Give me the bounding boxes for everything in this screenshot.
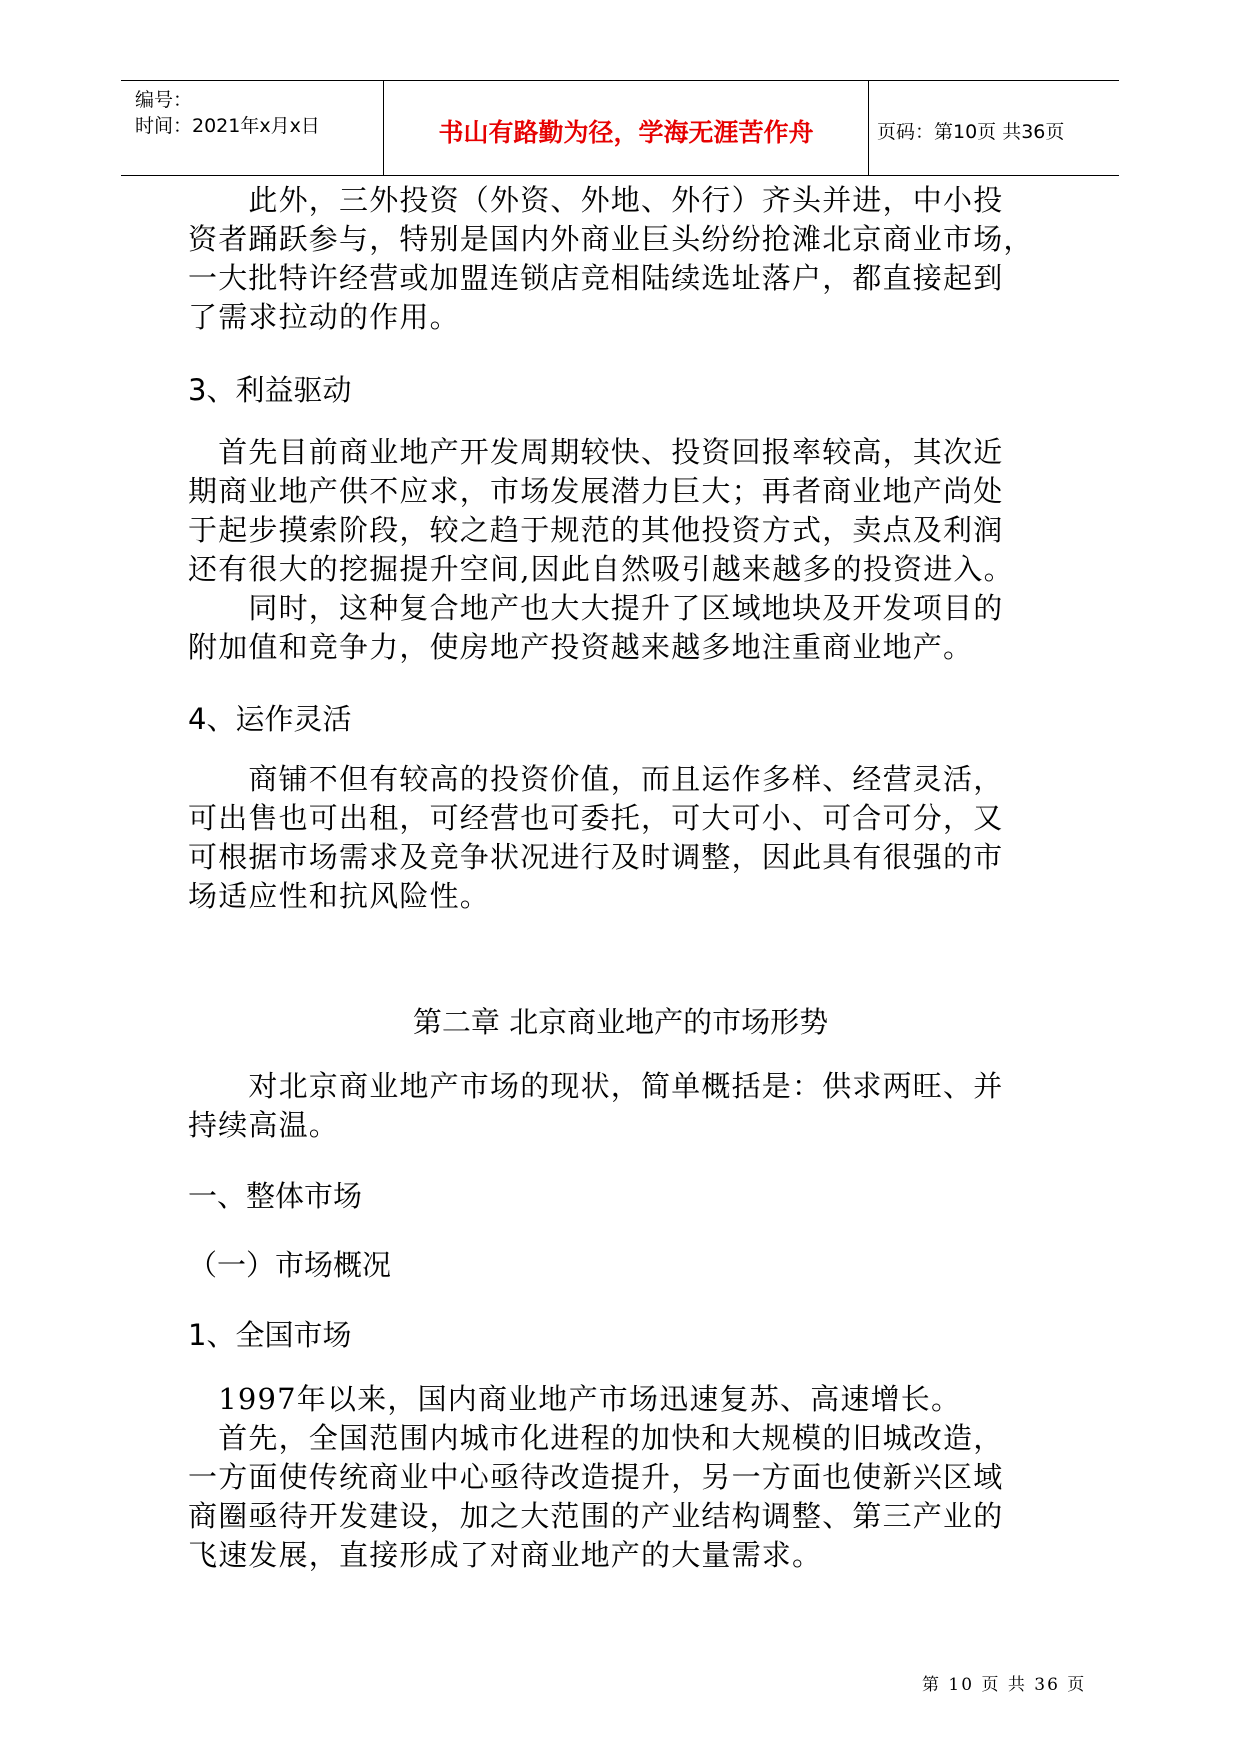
paragraph-line: 一方面使传统商业中心亟待改造提升，另一方面也使新兴区域 [188, 1460, 1004, 1494]
paragraph-line: 资者踊跃参与，特别是国内外商业巨头纷纷抢滩北京商业市场， [188, 222, 1034, 256]
paragraph-line: 可根据市场需求及竞争状况进行及时调整，因此具有很强的市 [188, 840, 1004, 874]
paragraph-line: 期商业地产供不应求，市场发展潜力巨大；再者商业地产尚处 [188, 474, 1004, 508]
section-heading: 3、利益驱动 [188, 373, 352, 407]
paragraph-line: 对北京商业地产市场的现状，简单概括是：供求两旺、并 [188, 1069, 1004, 1103]
paragraph-line: 首先目前商业地产开发周期较快、投资回报率较高，其次近 [188, 435, 1004, 469]
paragraph-line: 首先，全国范围内城市化进程的加快和大规模的旧城改造， [188, 1421, 1004, 1455]
section-heading: 4、运作灵活 [188, 702, 352, 736]
paragraph-line: 商铺不但有较高的投资价值，而且运作多样、经营灵活， [188, 762, 1004, 796]
header-motto-cell [384, 81, 869, 175]
header-page-cell [869, 81, 1119, 175]
header-page-number: 页码：第10页 共36页 [877, 121, 1065, 143]
document-time-label: 时间：2021年x月x日 [135, 115, 320, 137]
paragraph-line: 飞速发展，直接形成了对商业地产的大量需求。 [188, 1538, 823, 1572]
paragraph-line: 了需求拉动的作用。 [188, 300, 460, 334]
paragraph-line: 于起步摸索阶段，较之趋于规范的其他投资方式，卖点及利润 [188, 513, 1004, 547]
paragraph-line: 场适应性和抗风险性。 [188, 879, 491, 913]
page-footer: 第 10 页 共 36 页 [922, 1675, 1087, 1695]
paragraph-line: 同时，这种复合地产也大大提升了区域地块及开发项目的 [188, 591, 1004, 625]
paragraph-line: 此外，三外投资（外资、外地、外行）齐头并进，中小投 [188, 183, 1004, 217]
paragraph-line: 一大批特许经营或加盟连锁店竞相陆续选址落户，都直接起到 [188, 261, 1004, 295]
paragraph-line: 持续高温。 [188, 1108, 340, 1142]
document-header [121, 80, 1119, 176]
chapter-title: 第二章 北京商业地产的市场形势 [412, 1005, 829, 1039]
document-number-label: 编号： [135, 89, 193, 111]
paragraph-line: 可出售也可出租，可经营也可委托，可大可小、可合可分，又 [188, 801, 1004, 835]
paragraph-line: 1997年以来，国内商业地产市场迅速复苏、高速增长。 [188, 1382, 962, 1416]
item-heading: 1、全国市场 [188, 1318, 352, 1352]
section-heading: 一、整体市场 [188, 1179, 363, 1213]
subsection-heading: （一）市场概况 [188, 1248, 392, 1282]
paragraph-line: 还有很大的挖掘提升空间,因此自然吸引越来越多的投资进入。 [188, 552, 1014, 586]
paragraph-line: 商圈亟待开发建设，加之大范围的产业结构调整、第三产业的 [188, 1499, 1004, 1533]
header-motto: 书山有路勤为径，学海无涯苦作舟 [438, 118, 814, 147]
paragraph-line: 附加值和竞争力，使房地产投资越来越多地注重商业地产。 [188, 630, 974, 664]
header-info-cell [121, 81, 384, 175]
